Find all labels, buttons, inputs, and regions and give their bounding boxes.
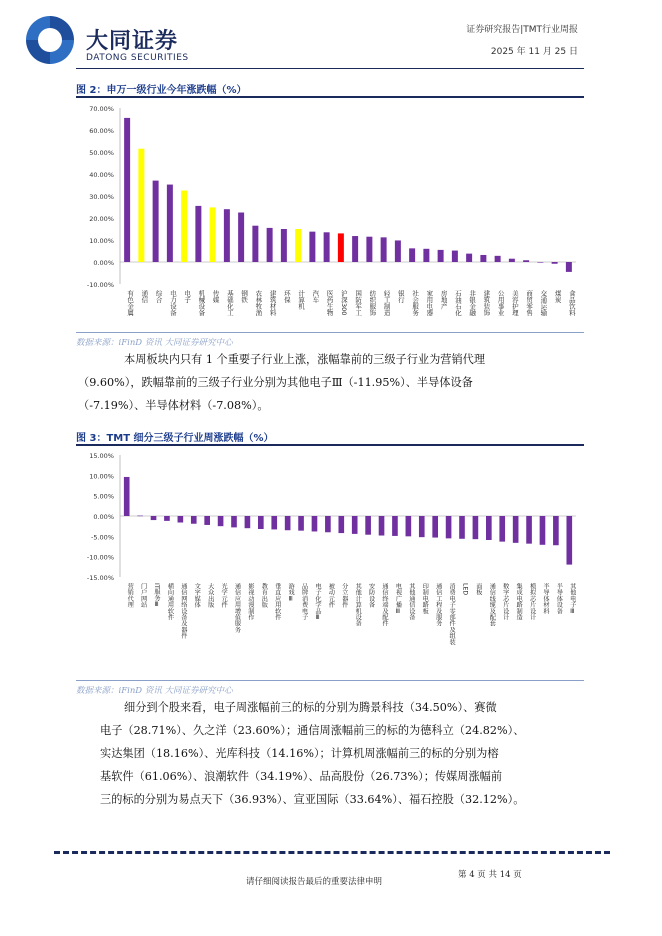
bar: [267, 228, 273, 262]
y-tick-label: 60.00%: [89, 127, 114, 135]
x-tick-label: 纺织服饰: [368, 290, 377, 316]
company-logo: [22, 12, 78, 68]
paragraph-2-line-2: 电子（28.71%）、久之洋（23.60%）；通信周涨幅前三的标的为德科立（24.82%）、: [100, 724, 525, 737]
bar: [352, 236, 358, 262]
bar: [365, 516, 371, 535]
bar: [513, 516, 519, 543]
x-tick-label: 其他通信设备: [407, 583, 415, 621]
bar: [379, 516, 385, 536]
x-tick-label: 房地产: [439, 290, 448, 310]
figure3-bottom-rule: [76, 680, 584, 681]
bar: [526, 516, 532, 544]
x-tick-label: 安防设备: [367, 583, 375, 608]
logo-mark-icon: [22, 12, 78, 68]
paragraph-2: [100, 696, 590, 811]
figure2-bottom-rule: [76, 332, 584, 333]
bar: [258, 516, 264, 529]
bar: [381, 237, 387, 262]
x-tick-label: 大众出版: [206, 583, 214, 608]
x-tick-label: 半导体设备: [555, 583, 563, 614]
bar: [195, 206, 201, 262]
y-tick-label: 5.00%: [93, 492, 114, 501]
header-rule: [76, 68, 584, 69]
x-tick-label: 有色金属: [126, 290, 135, 316]
bar: [285, 516, 291, 530]
bar: [218, 516, 224, 526]
x-tick-label: 集成电路制造: [515, 583, 523, 621]
bar: [137, 516, 143, 517]
y-tick-label: 20.00%: [89, 215, 114, 223]
x-tick-label: 医药生物: [325, 290, 334, 316]
x-tick-label: 通信工程及服务: [434, 583, 442, 627]
bar: [164, 516, 170, 521]
x-tick-label: 建筑装饰: [482, 290, 491, 316]
x-tick-label: 电视广播Ⅲ: [394, 583, 402, 615]
bar: [392, 516, 398, 536]
y-tick-label: 30.00%: [89, 193, 114, 201]
x-tick-label: 电力设备: [168, 290, 177, 316]
bar: [210, 207, 216, 262]
bar: [124, 118, 130, 262]
x-tick-label: 模拟芯片设计: [528, 583, 536, 621]
y-tick-label: 40.00%: [89, 171, 114, 179]
bar: [138, 149, 144, 262]
x-tick-label: IT服务Ⅲ: [153, 583, 161, 609]
bar: [153, 181, 159, 262]
bar: [395, 240, 401, 262]
x-tick-label: 通信: [140, 290, 149, 303]
bar: [473, 516, 479, 539]
bar: [459, 516, 465, 539]
bar: [553, 516, 559, 545]
y-tick-label: -15.00%: [86, 574, 114, 582]
bar: [191, 516, 197, 524]
footer-dashed-rule: [54, 851, 610, 854]
y-tick-label: 10.00%: [89, 237, 114, 245]
bar: [432, 516, 438, 538]
bar: [204, 516, 210, 525]
bar: [366, 237, 372, 262]
bar: [238, 213, 244, 263]
paragraph-1-line-3: （-7.19%）、半导体材料（-7.08%）。: [78, 399, 269, 412]
x-tick-label: 通信网络设备及器件: [179, 583, 187, 639]
x-tick-label: 计算机: [297, 290, 306, 310]
x-tick-label: 国防军工: [354, 290, 363, 316]
bar: [309, 232, 315, 262]
x-tick-label: 基础化工: [225, 290, 234, 316]
bar: [338, 233, 344, 262]
x-tick-label: 横向通用软件: [166, 583, 174, 621]
y-tick-label: -5.00%: [91, 533, 114, 542]
bar: [281, 229, 287, 262]
paragraph-2-line-3: 实达集团（18.16%）、光库科技（14.16%）；计算机周涨幅前三的标的分别为榕: [100, 747, 499, 760]
x-tick-label: 汽车: [311, 290, 320, 303]
y-tick-label: -10.00%: [86, 281, 114, 289]
brand-name-en: DATONG SECURITIES: [86, 53, 189, 63]
x-tick-label: 通信应用增值服务: [233, 583, 241, 633]
x-tick-label: 通信线缆及配套: [488, 583, 496, 627]
x-tick-label: 电子化学品Ⅲ: [313, 583, 321, 621]
x-tick-label: 垂直应用软件: [273, 583, 281, 621]
x-tick-label: 半导体材料: [541, 583, 549, 614]
bar: [312, 516, 318, 531]
x-tick-label: 消费电子零部件及组装: [448, 583, 456, 645]
y-tick-label: -10.00%: [86, 553, 114, 562]
bar: [245, 516, 251, 528]
x-tick-label: 面板: [474, 583, 482, 596]
x-tick-label: 传媒: [211, 290, 220, 303]
x-tick-label: 综合: [154, 290, 163, 303]
x-tick-label: 环保: [282, 290, 291, 303]
paragraph-2-line-4: 基软件（61.06%）、浪潮软件（34.19%）、品高股份（26.73%）；传媒周涨幅前: [100, 770, 503, 783]
paragraph-2-line-1: 细分到个股来看，电子周涨幅前三的标的分别为腾景科技（34.50%）、赛微: [124, 701, 497, 714]
bar: [486, 516, 492, 540]
bar: [499, 516, 505, 542]
x-tick-label: 商贸零售: [525, 290, 534, 316]
x-tick-label: 印制电路板: [421, 583, 429, 614]
bar: [295, 229, 301, 262]
y-tick-label: 50.00%: [89, 149, 114, 157]
x-tick-label: 钢铁: [240, 290, 249, 303]
bar: [452, 251, 458, 262]
figure3-source: 数据来源：iFinD 资讯 大同证券研究中心: [76, 686, 233, 696]
y-tick-label: 70.00%: [89, 105, 114, 113]
paragraph-1: [78, 348, 590, 417]
bar: [325, 516, 331, 532]
figure2-title-rule: [76, 96, 584, 98]
bar: [495, 256, 501, 262]
paragraph-2-line-5: 三的标的分别为易点天下（36.93%）、宣亚国际（33.64%）、福石控股（32.12%）。: [100, 793, 525, 806]
x-tick-label: 沪深300: [339, 290, 348, 316]
x-tick-label: 品牌消费电子: [300, 583, 308, 621]
bar: [271, 516, 277, 529]
x-tick-label: 建筑材料: [268, 290, 277, 316]
x-tick-label: 农林牧渔: [254, 290, 263, 316]
figure3-title: 图 3：TMT 细分三级子行业周涨跌幅（%）: [76, 433, 274, 444]
bar: [446, 516, 452, 538]
bar: [523, 260, 529, 262]
x-tick-label: 非银金融: [468, 290, 477, 316]
x-tick-label: 其他计算机设备: [354, 583, 362, 627]
bar: [509, 259, 515, 262]
bar: [480, 255, 486, 262]
bar: [406, 516, 412, 536]
x-tick-label: 银行: [396, 290, 405, 303]
figure3-title-rule: [76, 444, 584, 446]
x-tick-label: 门户网站: [139, 583, 147, 608]
bar: [298, 516, 304, 531]
footer-disclaimer: 请仔细阅读报告最后的重要法律申明: [246, 877, 383, 887]
bar: [252, 226, 258, 262]
x-tick-label: 游戏Ⅲ: [287, 583, 295, 603]
y-tick-label: 0.00%: [93, 513, 114, 521]
x-tick-label: 煤炭: [553, 290, 562, 303]
bar: [224, 209, 230, 262]
tmt-subindustry-weekly-bar-chart: [76, 447, 584, 679]
bar: [167, 185, 173, 262]
bar: [540, 516, 546, 545]
x-tick-label: 通信终端及配件: [381, 583, 389, 627]
x-tick-label: 电子: [183, 290, 192, 303]
bar: [338, 516, 344, 533]
bar: [181, 191, 187, 263]
x-tick-label: 机械设备: [197, 290, 206, 316]
brand-name: 大同证券: [86, 29, 179, 54]
bar: [352, 516, 358, 534]
x-tick-label: 石油石化: [453, 290, 462, 316]
x-tick-label: 其他电子Ⅲ: [568, 583, 576, 615]
x-tick-label: 轻工制造: [382, 290, 391, 316]
industry-ytd-bar-chart: [76, 100, 584, 332]
x-tick-label: 营销代理: [126, 583, 134, 608]
bar: [466, 254, 472, 262]
x-tick-label: 影视动漫制作: [246, 583, 254, 621]
bar: [124, 477, 130, 516]
bar: [423, 249, 429, 262]
x-tick-label: 文字媒体: [193, 583, 201, 608]
x-tick-label: 家用电器: [425, 290, 434, 316]
x-tick-label: 光学元件: [220, 583, 228, 608]
figure2-source: 数据来源：iFinD 资讯 大同证券研究中心: [76, 338, 233, 348]
y-tick-label: 15.00%: [89, 452, 114, 460]
report-date: 2025 年 11 月 25 日: [490, 47, 578, 57]
paragraph-1-line-2: （9.60%），跌幅靠前的三级子行业分别为其他电子Ⅲ（-11.95%）、半导体设备: [78, 376, 473, 389]
y-tick-label: 10.00%: [89, 472, 114, 481]
bar: [537, 262, 543, 263]
bar: [231, 516, 237, 527]
figure2-title: 图 2：申万一级行业今年涨跌幅（%）: [76, 85, 247, 96]
bar: [552, 262, 558, 264]
y-tick-label: 0.00%: [93, 259, 114, 267]
x-tick-label: 教育出版: [260, 583, 268, 608]
bar: [566, 262, 572, 272]
x-tick-label: 被动元件: [327, 583, 335, 608]
x-tick-label: 美容护理: [510, 290, 519, 316]
bar: [566, 516, 572, 565]
x-tick-label: 数字芯片设计: [501, 583, 509, 621]
bar: [419, 516, 425, 537]
bar: [438, 250, 444, 262]
x-tick-label: 社会服务: [411, 290, 420, 316]
x-tick-label: 分立器件: [340, 583, 348, 608]
x-tick-label: 食品饮料: [567, 290, 576, 316]
footer-page-number: 第 4 页 共 14 页: [458, 870, 522, 880]
x-tick-label: 交通运输: [539, 290, 548, 316]
bar: [324, 232, 330, 262]
report-type: 证券研究报告|TMT行业周报: [466, 25, 578, 35]
x-tick-label: 公用事业: [496, 290, 505, 316]
bar: [409, 248, 415, 262]
bar: [151, 516, 157, 520]
paragraph-1-line-1: 本周板块内只有 1 个重要子行业上涨，涨幅靠前的三级子行业为营销代理: [124, 353, 486, 366]
x-tick-label: LED: [461, 583, 469, 596]
bar: [178, 516, 184, 523]
